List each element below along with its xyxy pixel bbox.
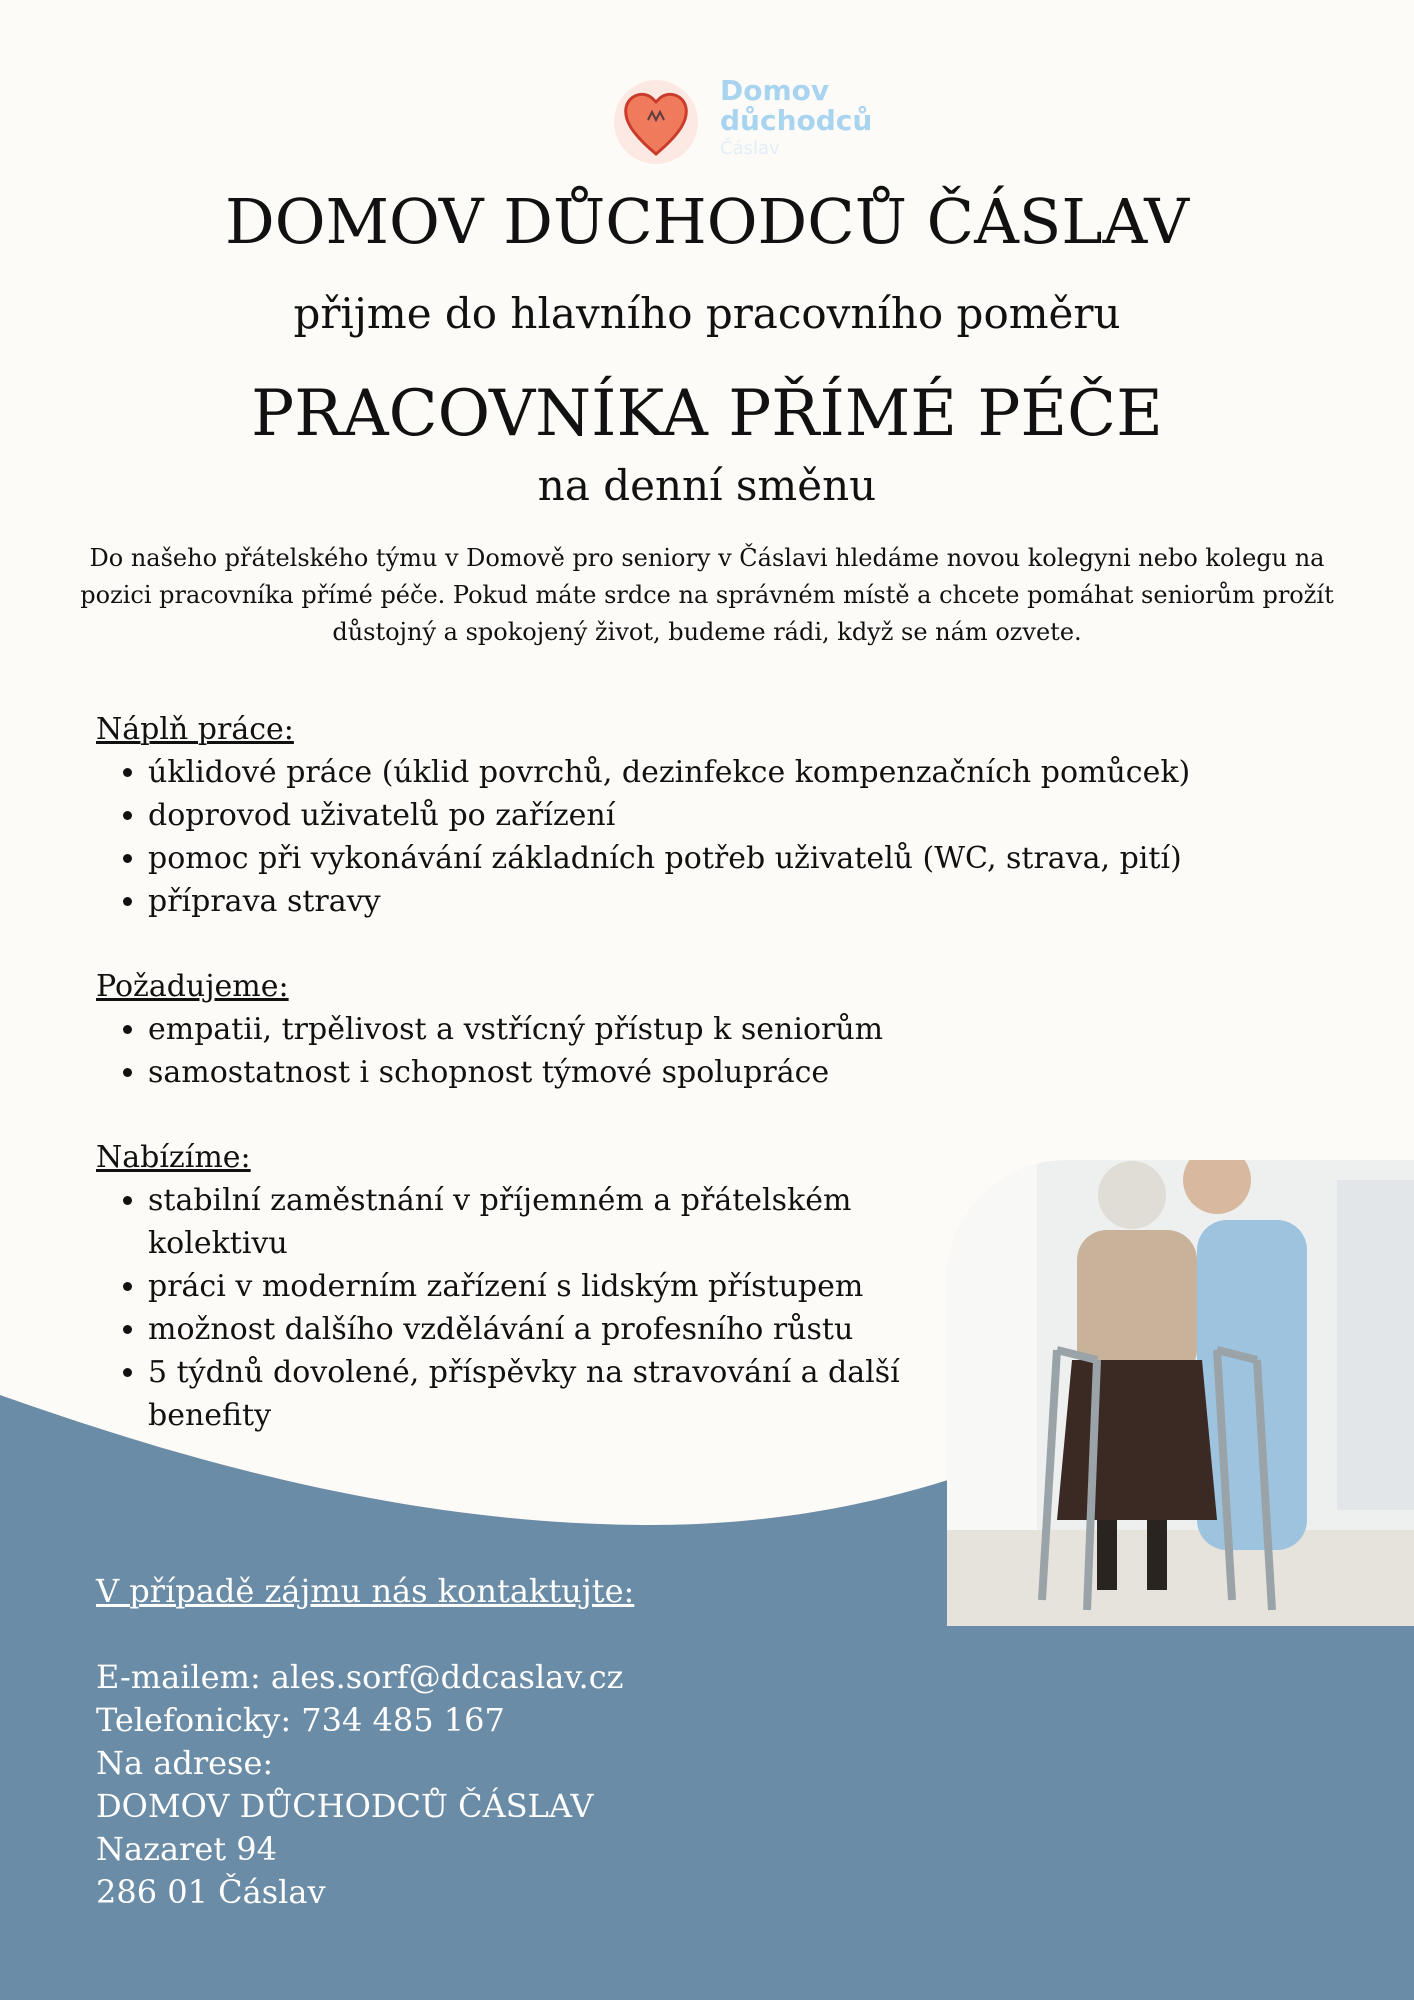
duties-list xyxy=(96,751,1336,923)
list-item: • práci v moderním zařízení s lidským přístupem xyxy=(148,1265,926,1308)
caregiver-photo xyxy=(947,1160,1414,1626)
requirements-list xyxy=(96,1008,1336,1094)
list-item: • příprava stravy xyxy=(148,880,1336,923)
subtitle: přijme do hlavního pracovního poměru xyxy=(293,289,1121,338)
contact-heading: V případě zájmu nás kontaktujte: xyxy=(96,1572,635,1610)
list-item: • pomoc při vykonávání základních potřeb uživatelů (WC, strava, pití) xyxy=(148,837,1336,880)
list-item: • doprovod uživatelů po zařízení xyxy=(148,794,1336,837)
list-item: • empatii, trpělivost a vstřícný přístup k seniorům xyxy=(148,1008,1336,1051)
contact-email[interactable]: E-mailem: ales.sorf@ddcaslav.cz xyxy=(96,1658,624,1696)
logo xyxy=(612,72,872,172)
contact-address-label: Na adrese: xyxy=(96,1744,274,1782)
offer-section xyxy=(96,1136,926,1437)
list-item: • 5 týdnů dovolené, příspěvky na stravování a další benefity xyxy=(148,1351,926,1437)
duties-heading: Náplň práce: xyxy=(96,712,294,747)
contact-address-name: DOMOV DŮCHODCŮ ČÁSLAV xyxy=(96,1787,594,1825)
logo-line-3: Čáslav xyxy=(720,138,780,159)
contact-city: 286 01 Čáslav xyxy=(96,1873,326,1911)
logo-line-2: důchodců xyxy=(720,104,873,137)
contact-phone[interactable]: Telefonicky: 734 485 167 xyxy=(96,1701,505,1739)
intro-paragraph: Do našeho přátelského týmu v Domově pro seniory v Čáslavi hledáme novou kolegyni nebo kolegu na pozici pracovníka přímé péče. Pokud máte srdce na správném místě a chcete pomáhat seniorům prožít důstojný a spokojený život, budeme rádi, když se nám ozvete. xyxy=(80,544,1334,646)
requirements-section xyxy=(96,965,1336,1094)
list-item: • stabilní zaměstnání v příjemném a přátelském kolektivu xyxy=(148,1179,926,1265)
logo-line-1: Domov xyxy=(720,74,830,107)
position-title: PRACOVNÍKA PŘÍMÉ PÉČE xyxy=(251,377,1163,451)
offer-heading: Nabízíme: xyxy=(96,1140,251,1175)
duties-section xyxy=(96,708,1336,923)
offer-list xyxy=(96,1179,926,1437)
shift-subtitle: na denní směnu xyxy=(537,461,877,510)
contact-street: Nazaret 94 xyxy=(96,1830,277,1868)
page-title: DOMOV DŮCHODCŮ ČÁSLAV xyxy=(225,185,1189,258)
heart-logo-icon xyxy=(612,72,708,168)
list-item: • úklidové práce (úklid povrchů, dezinfekce kompenzačních pomůcek) xyxy=(148,751,1336,794)
contact-section xyxy=(96,1570,634,1914)
list-item: • možnost dalšího vzdělávání a profesního růstu xyxy=(148,1308,926,1351)
list-item: • samostatnost i schopnost týmové spolupráce xyxy=(148,1051,1336,1094)
requirements-heading: Požadujeme: xyxy=(96,969,289,1004)
